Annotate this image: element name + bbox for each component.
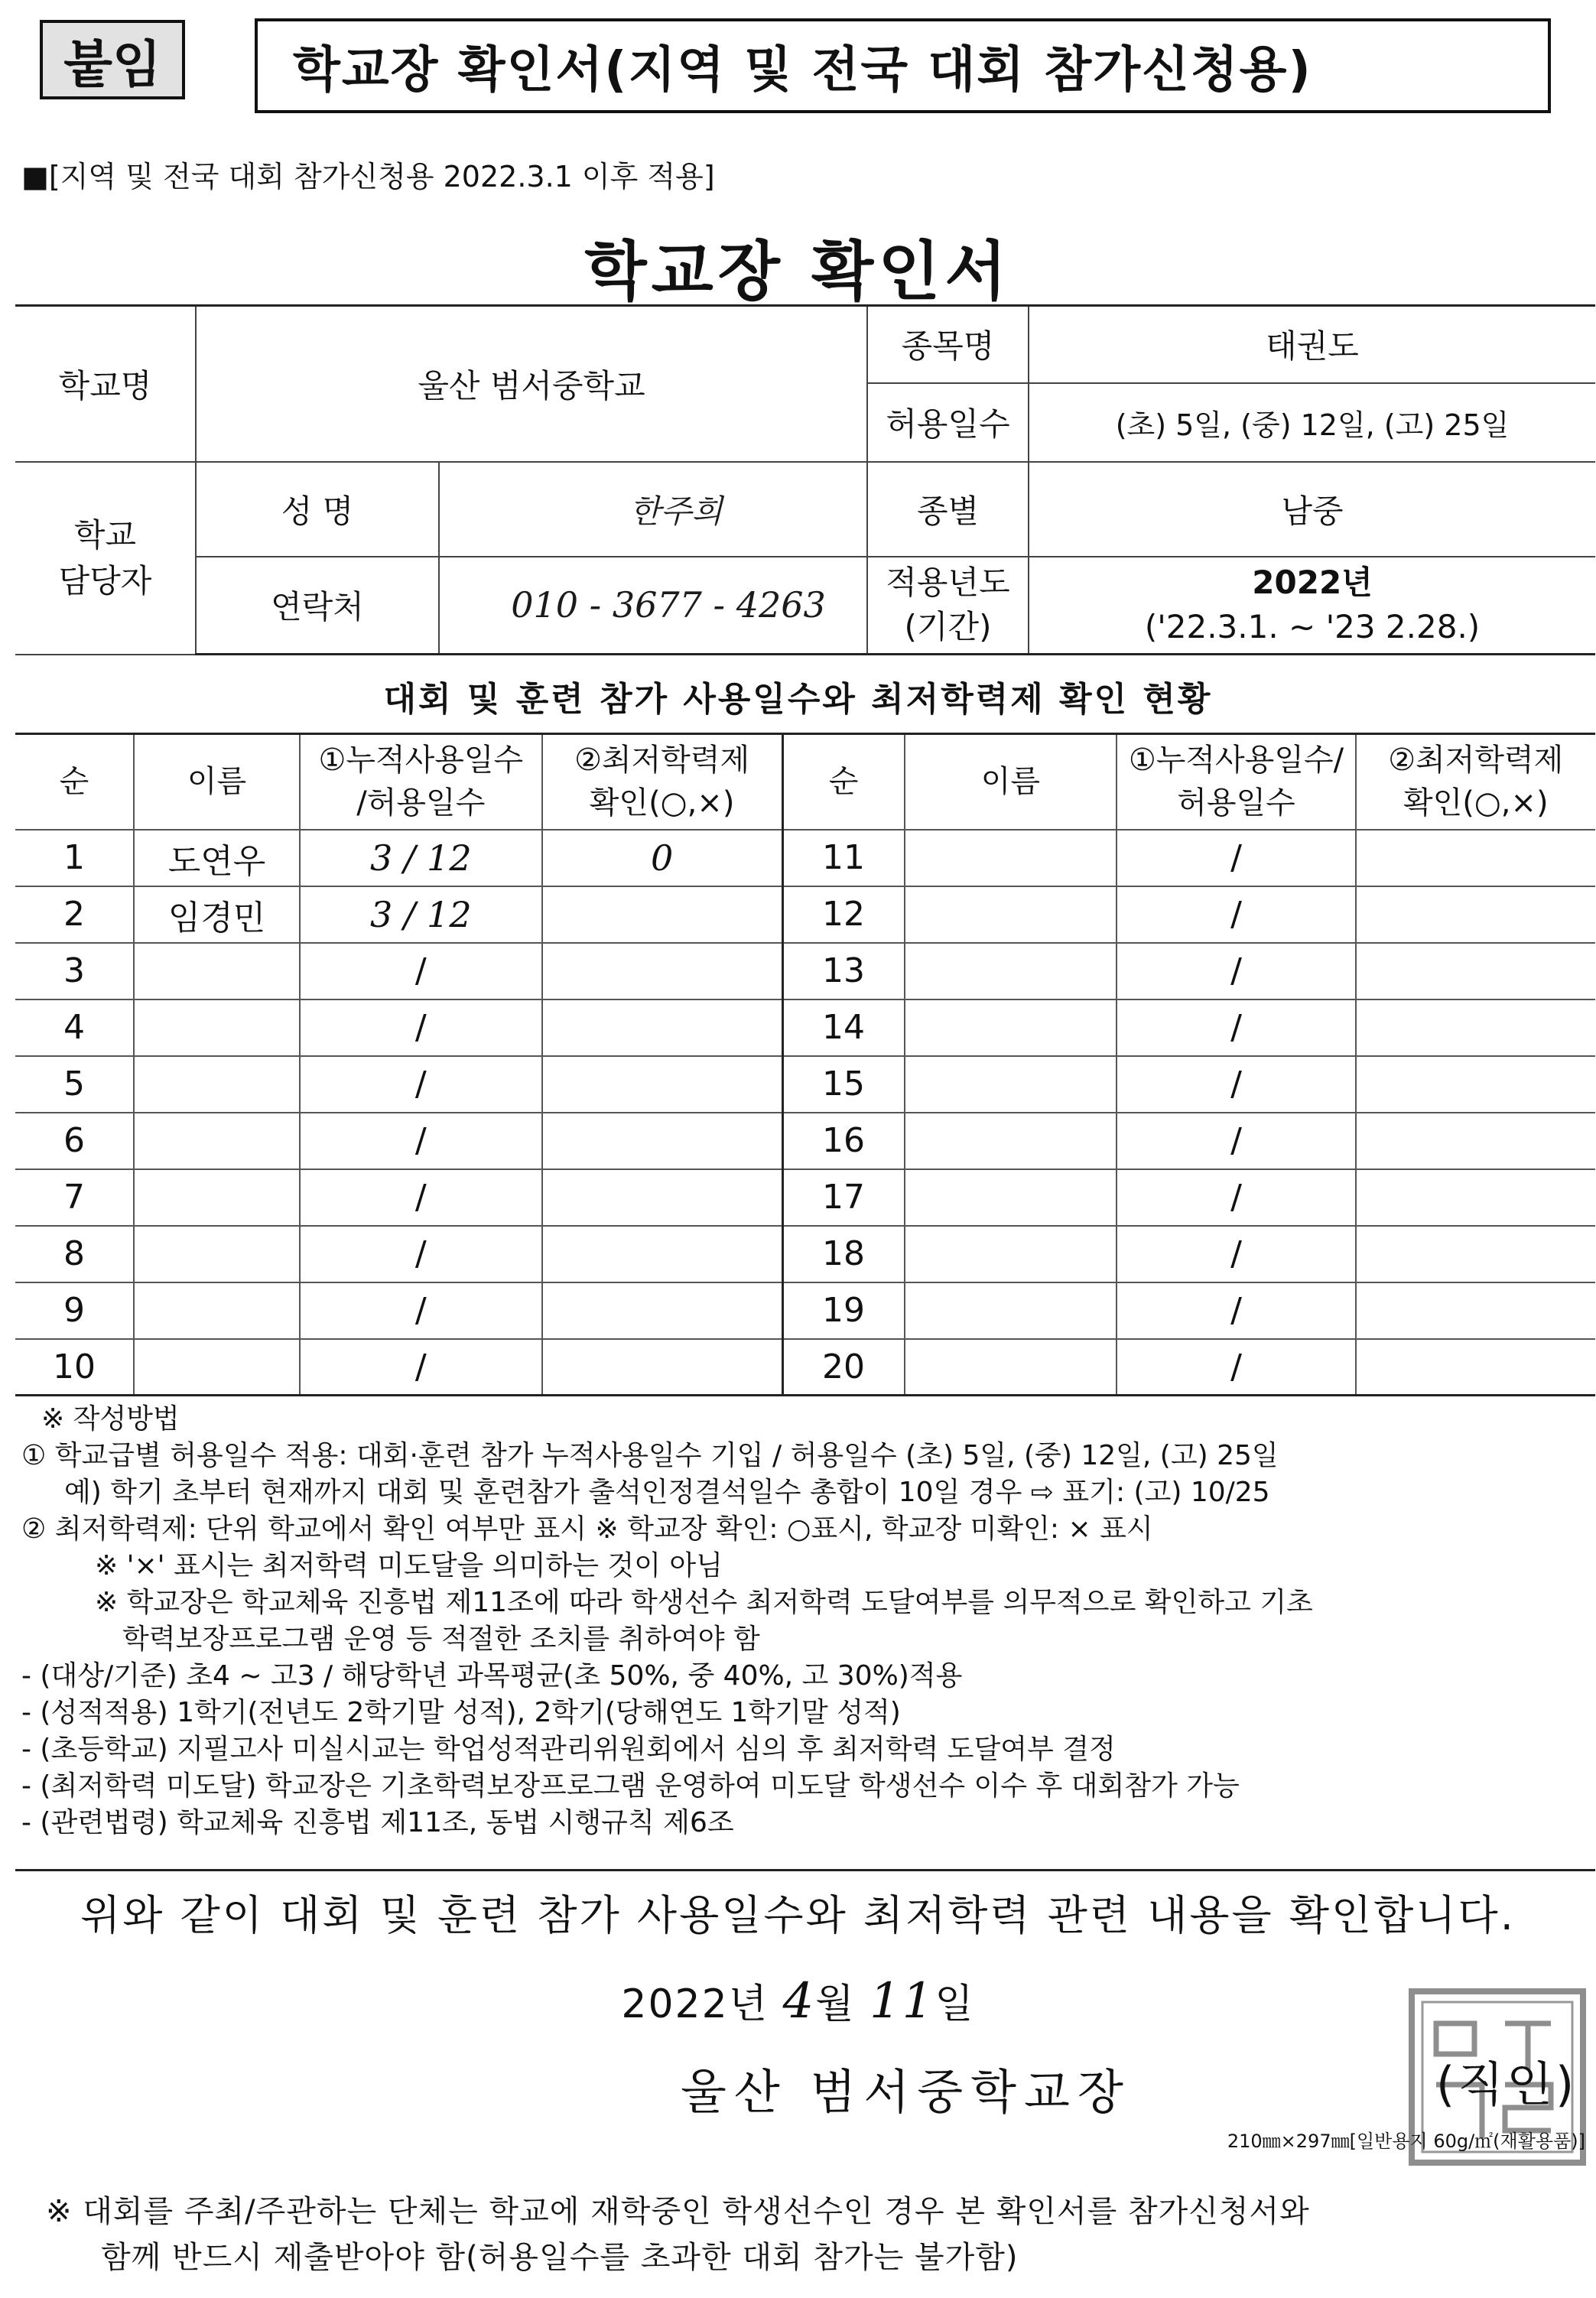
applicability-note: ■[지역 및 전국 대회 참가신청용 2022.3.1 이후 적용] bbox=[21, 160, 715, 193]
instruction-line: ※ 학교장은 학교체육 진흥법 제11조에 따라 학생선수 최저학력 도달여부를 의무적으로 확인하고 기초 bbox=[95, 1587, 1313, 1618]
row-minimum bbox=[542, 886, 782, 943]
row-minimum-right bbox=[1356, 1339, 1595, 1396]
row-minimum-right bbox=[1356, 1226, 1595, 1282]
row-usage: / bbox=[300, 1339, 542, 1396]
table-row bbox=[15, 1113, 1595, 1169]
row-minimum bbox=[542, 1056, 782, 1113]
row-no-right: 13 bbox=[782, 943, 904, 999]
table-row bbox=[15, 886, 1595, 943]
row-name bbox=[134, 1339, 300, 1396]
row-name bbox=[134, 1169, 300, 1226]
header-no-right: 순 bbox=[782, 734, 904, 830]
contact-label: 연락처 bbox=[196, 557, 439, 655]
row-name-right bbox=[905, 999, 1117, 1056]
row-usage: / bbox=[300, 1113, 542, 1169]
manager-name-handwritten: 한주희 bbox=[439, 462, 867, 557]
header-minimum-right bbox=[1356, 734, 1595, 830]
row-no-right: 17 bbox=[782, 1169, 904, 1226]
row-no: 9 bbox=[15, 1282, 134, 1339]
row-no: 1 bbox=[15, 830, 134, 886]
paper-spec: 210㎜×297㎜[일반용지 60g/㎡(재활용품)] bbox=[1227, 2131, 1585, 2152]
instruction-line: ※ '×' 표시는 최저학력 미도달을 의미하는 것이 아님 bbox=[95, 1550, 723, 1581]
date-day-unit: 일 bbox=[935, 1981, 975, 2027]
row-minimum-right bbox=[1356, 943, 1595, 999]
row-minimum-right bbox=[1356, 1056, 1595, 1113]
year-value bbox=[1029, 557, 1595, 655]
table-row bbox=[15, 1056, 1595, 1113]
row-usage: 3 / 12 bbox=[300, 886, 542, 943]
row-no: 5 bbox=[15, 1056, 134, 1113]
instruction-line: 학력보장프로그램 운영 등 적절한 조치를 취하여야 함 bbox=[122, 1624, 760, 1655]
confirmation-statement: 위와 같이 대회 및 훈련 참가 사용일수와 최저학력 관련 내용을 확인합니다. bbox=[80, 1891, 1516, 1939]
row-minimum-right bbox=[1356, 886, 1595, 943]
row-no-right: 15 bbox=[782, 1056, 904, 1113]
period-value-line: ('22.3.1. ~ '23 2.28.) bbox=[1144, 608, 1481, 646]
header-minimum-line1: ②최저학력제 bbox=[574, 743, 750, 778]
header-usage-line1: ①누적사용일수 bbox=[318, 743, 524, 778]
instruction-line: - (관련법령) 학교체육 진흥법 제11조, 동법 시행규칙 제6조 bbox=[21, 1807, 734, 1838]
header-usage-right-line1: ①누적사용일수/ bbox=[1128, 743, 1344, 778]
row-no-right: 16 bbox=[782, 1113, 904, 1169]
header-no: 순 bbox=[15, 734, 134, 830]
category-label: 종별 bbox=[867, 462, 1029, 557]
row-name-right bbox=[905, 1056, 1117, 1113]
row-name: 임경민 bbox=[134, 886, 300, 943]
row-name bbox=[134, 1282, 300, 1339]
row-usage-right: / bbox=[1117, 830, 1355, 886]
year-label-line: 적용년도 bbox=[886, 564, 1010, 602]
instructions-block bbox=[21, 1401, 1581, 1841]
instructions-heading: ※ 작성방법 bbox=[41, 1403, 180, 1435]
school-name-label: 학교명 bbox=[15, 306, 196, 462]
row-usage-right: / bbox=[1117, 1226, 1355, 1282]
signature-date bbox=[0, 1971, 1596, 2030]
row-usage: / bbox=[300, 1226, 542, 1282]
allowed-days-label: 허용일수 bbox=[867, 383, 1029, 462]
header-usage-line2: /허용일수 bbox=[356, 785, 486, 821]
row-name bbox=[134, 1226, 300, 1282]
row-no-right: 18 bbox=[782, 1226, 904, 1282]
date-day-handwritten: 11 bbox=[869, 1973, 935, 2030]
allowed-days-value: (초) 5일, (중) 12일, (고) 25일 bbox=[1029, 383, 1595, 462]
instruction-line: ② 최저학력제: 단위 학교에서 확인 여부만 표시 ※ 학교장 확인: ○표시, 학교장 미확인: × 표시 bbox=[21, 1513, 1153, 1545]
year-value-line: 2022년 bbox=[1252, 564, 1373, 602]
event-label: 종목명 bbox=[867, 306, 1029, 383]
table-row bbox=[15, 943, 1595, 999]
header-name: 이름 bbox=[134, 734, 300, 830]
row-usage: / bbox=[300, 1282, 542, 1339]
row-usage: / bbox=[300, 943, 542, 999]
row-minimum-right bbox=[1356, 830, 1595, 886]
row-minimum bbox=[542, 1113, 782, 1169]
row-name-right bbox=[905, 1282, 1117, 1339]
instruction-line: ① 학교급별 허용일수 적용: 대회·훈련 참가 누적사용일수 기입 / 허용일수 (초) 5일, (중) 12일, (고) 25일 bbox=[21, 1440, 1279, 1471]
row-name-right bbox=[905, 1339, 1117, 1396]
event-value: 태권도 bbox=[1029, 306, 1595, 383]
row-usage-right: / bbox=[1117, 1282, 1355, 1339]
row-minimum bbox=[542, 999, 782, 1056]
row-minimum-right bbox=[1356, 1113, 1595, 1169]
row-usage: / bbox=[300, 999, 542, 1056]
row-usage-right: / bbox=[1117, 1056, 1355, 1113]
row-no-right: 12 bbox=[782, 886, 904, 943]
row-name bbox=[134, 1056, 300, 1113]
row-usage-right: / bbox=[1117, 1113, 1355, 1169]
attachment-badge: 붙임 bbox=[40, 20, 185, 99]
contact-value-handwritten: 010 - 3677 - 4263 bbox=[439, 557, 867, 655]
date-year: 2022년 bbox=[621, 1981, 769, 2027]
roster-table bbox=[15, 733, 1595, 1394]
year-label bbox=[867, 557, 1029, 655]
table-row bbox=[15, 1282, 1595, 1339]
row-usage-right: / bbox=[1117, 1339, 1355, 1396]
instruction-line: - (최저학력 미도달) 학교장은 기초학력보장프로그램 운영하여 미도달 학생선수 이수 후 대회참가 가능 bbox=[21, 1770, 1240, 1802]
table-row bbox=[15, 1339, 1595, 1396]
row-no: 4 bbox=[15, 999, 134, 1056]
row-no: 2 bbox=[15, 886, 134, 943]
row-minimum: 0 bbox=[542, 830, 782, 886]
row-minimum bbox=[542, 1226, 782, 1282]
header-minimum-right-line2: 확인(○,×) bbox=[1403, 785, 1549, 821]
instruction-line: - (성적적용) 1학기(전년도 2학기말 성적), 2학기(당해연도 1학기말 성적) bbox=[21, 1697, 901, 1728]
date-month-unit: 월 bbox=[815, 1981, 856, 2027]
header-minimum bbox=[542, 734, 782, 830]
row-minimum bbox=[542, 1282, 782, 1339]
row-no-right: 20 bbox=[782, 1339, 904, 1396]
header-usage-right bbox=[1117, 734, 1355, 830]
roster-section-title: 대회 및 훈련 참가 사용일수와 최저학력제 확인 현황 bbox=[383, 680, 1213, 719]
row-no-right: 11 bbox=[782, 830, 904, 886]
form-header-title: 학교장 확인서(지역 및 전국 대회 참가신청용) bbox=[255, 18, 1551, 113]
row-minimum bbox=[542, 1169, 782, 1226]
principal-title: 울산 범서중학교장 bbox=[681, 2064, 1131, 2120]
school-info-table bbox=[15, 304, 1595, 653]
row-minimum-right bbox=[1356, 999, 1595, 1056]
divider bbox=[15, 1869, 1595, 1871]
row-name bbox=[134, 943, 300, 999]
row-no: 10 bbox=[15, 1339, 134, 1396]
row-name-right bbox=[905, 943, 1117, 999]
row-name bbox=[134, 999, 300, 1056]
header-usage-right-line2: 허용일수 bbox=[1177, 785, 1295, 821]
manager-name-label: 성 명 bbox=[196, 462, 439, 557]
row-name-right bbox=[905, 1169, 1117, 1226]
row-name: 도연우 bbox=[134, 830, 300, 886]
row-usage-right: / bbox=[1117, 999, 1355, 1056]
row-usage: / bbox=[300, 1169, 542, 1226]
footer-note bbox=[46, 2189, 1575, 2280]
table-row bbox=[15, 830, 1595, 886]
table-row bbox=[15, 999, 1595, 1056]
table-row bbox=[15, 1169, 1595, 1226]
instruction-line: - (초등학교) 지필고사 미실시교는 학업성적관리위원회에서 심의 후 최저학력 도달여부 결정 bbox=[21, 1734, 1116, 1765]
row-name-right bbox=[905, 886, 1117, 943]
school-name-value: 울산 범서중학교 bbox=[196, 306, 867, 462]
footer-line2: 함께 반드시 제출받아야 함(허용일수를 초과한 대회 참가는 불가함) bbox=[101, 2240, 1019, 2275]
instruction-line: - (대상/기준) 초4 ~ 고3 / 해당학년 과목평균(초 50%, 중 40%, 고 30%)적용 bbox=[21, 1660, 963, 1692]
row-no: 3 bbox=[15, 943, 134, 999]
footer-line1: ※ 대회를 주최/주관하는 단체는 학교에 재학중인 학생선수인 경우 본 확인서를 참가신청서와 bbox=[46, 2194, 1310, 2229]
category-value: 남중 bbox=[1029, 462, 1595, 557]
header-name-right: 이름 bbox=[905, 734, 1117, 830]
row-minimum bbox=[542, 1339, 782, 1396]
seal-label: (직인) bbox=[1436, 2056, 1578, 2112]
row-usage-right: / bbox=[1117, 1169, 1355, 1226]
row-name-right bbox=[905, 1226, 1117, 1282]
row-usage-right: / bbox=[1117, 943, 1355, 999]
document-title: 학교장 확인서 bbox=[584, 234, 1012, 309]
row-usage: / bbox=[300, 1056, 542, 1113]
row-name bbox=[134, 1113, 300, 1169]
row-no-right: 14 bbox=[782, 999, 904, 1056]
row-usage: 3 / 12 bbox=[300, 830, 542, 886]
manager-label: 학교 담당자 bbox=[15, 462, 196, 655]
row-no: 7 bbox=[15, 1169, 134, 1226]
table-row bbox=[15, 1226, 1595, 1282]
row-minimum-right bbox=[1356, 1282, 1595, 1339]
row-no-right: 19 bbox=[782, 1282, 904, 1339]
row-no: 8 bbox=[15, 1226, 134, 1282]
header-minimum-line2: 확인(○,×) bbox=[589, 785, 735, 821]
date-month-handwritten: 4 bbox=[782, 1973, 816, 2030]
row-name-right bbox=[905, 1113, 1117, 1169]
row-usage-right: / bbox=[1117, 886, 1355, 943]
row-name-right bbox=[905, 830, 1117, 886]
header-minimum-right-line1: ②최저학력제 bbox=[1388, 743, 1564, 778]
period-label-line: (기간) bbox=[904, 608, 992, 646]
header-usage bbox=[300, 734, 542, 830]
row-minimum bbox=[542, 943, 782, 999]
row-no: 6 bbox=[15, 1113, 134, 1169]
instruction-line: 예) 학기 초부터 현재까지 대회 및 훈련참가 출석인정결석일수 총합이 10일 경우 ⇨ 표기: (고) 10/25 bbox=[64, 1477, 1270, 1508]
row-minimum-right bbox=[1356, 1169, 1595, 1226]
